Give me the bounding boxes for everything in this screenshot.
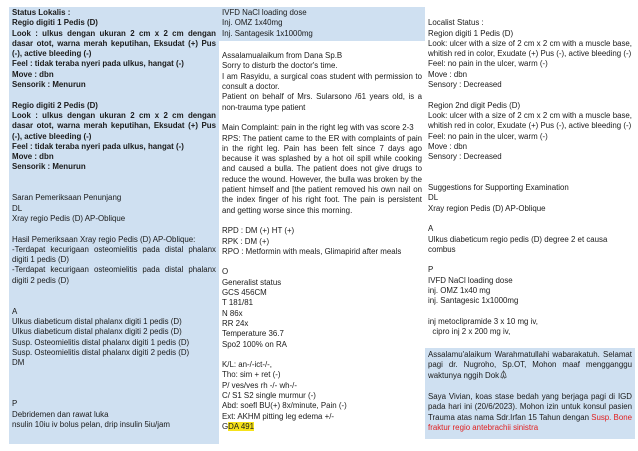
column-english-consult [219,7,425,444]
text-line: RPK : DM (+) [222,236,270,246]
text-line: Sensory : Decreased [428,152,502,162]
text-line: Xray regio Pedis (D) AP-Oblique [12,213,126,223]
text-line: N 86x [222,308,243,318]
text-line: Sorry to disturb the doctor's time. [222,61,338,71]
chat-greeting-text: Assalamu'alaikum Warahmatullahi wabarakatuh. Selamat pagi dr. Nugroho, Sp.OT, Mohon maaf mengganggu waktunya nggih Dok [428,349,635,381]
plan-block [12,399,216,430]
text-line: Feel : tidak teraba nyeri pada ulkus, hangat (-) [12,141,184,151]
text-line: O [222,267,229,277]
column-english-notes [425,7,635,444]
text-line: -Terdapat kecurigaan osteomielitis pada distal phalanx digiti 2 pedis (D) [12,265,219,285]
text-line: inj. Santagesic 1x1000mg [428,296,519,306]
text-line: DL [428,193,439,203]
text-line [428,307,632,317]
text-line: Regio digiti 1 Pedis (D) [12,18,98,28]
text-line: Generalist status [222,277,282,287]
suggestions-block [428,183,632,214]
pray-hands-icon [499,370,508,379]
text-line: Patient on behalf of Mrs. Sularsono /61 years old, is a non-trauma type patient [222,92,425,112]
gda-line [222,422,422,432]
text-line: T 181/81 [222,298,254,308]
text-line: Xray region Pedis (D) AP-Oblique [428,203,546,213]
text-line: Spo2 100% on RA [222,339,287,349]
text-line: IVFD NaCl loading dose [222,8,307,17]
text-line: Move : dbn [12,69,54,79]
text-line: I am Rasyidu, a surgical coas student with permission to consult a doctor. [222,71,425,92]
text-line: Region digiti 1 Pedis (D) [428,28,514,38]
text-line: C/ S1 S2 single murmur (-) [222,390,316,400]
gda-prefix: G [222,421,229,431]
text-line: DM [12,358,25,368]
text-line: Temperature 36.7 [222,329,284,339]
text-line: -Terdapat kecurigaan osteomielitis pada distal phalanx digiti 1 pedis (D) [12,244,219,265]
text-line: Susp. Osteomielitis distal phalanx digiti 2 pedis (D) [12,347,190,357]
text-line: P [12,399,18,409]
text-line: Tho: sim + ret (-) [222,370,281,380]
localist-status-block [428,18,635,162]
chat-consult-text: Saya Vivian, koas stase bedah yang berjaga pagi di IGD pada hari ini (20/6/2023). Mohon izin untuk konsul pasien Trauma atas nama Sdr.Irfan 15 Tahun dengan [428,391,635,422]
text-line: Localist Status : [428,18,484,28]
text-line: Main Complaint: pain in the right leg with vas score 2-3 [222,123,414,133]
text-line: Look: ulcer with a size of 2 cm x 2 cm with a muscle base, whitish red in color, Exudate (+) Pus (-), active bleeding (-) [428,38,635,59]
text-line: Saran Pemeriksaan Penunjang [12,193,122,203]
text-line [12,90,216,100]
text-line: Suggestions for Supporting Examination [428,183,569,193]
text-line: inj. OMZ 1x40 mg [428,286,491,296]
text-line: RPO : Metformin with meals, Glimapirid after meals [222,246,402,256]
gda-highlight: DA 491 [228,421,255,431]
text-line: Look: ulcer with a size of 2 cm x 2 cm with a muscle base, whitish red in color, Exudate (+) Pus (-), active bleeding (-) [428,110,635,131]
assessment-en-block [428,224,632,255]
chat-consult-diagnosis: Susp. Bone fraktur regio antebrachii sinistra [428,412,635,432]
text-line: Sensorik : Menurun [12,162,86,172]
text-line: Sensorik : Menurun [12,80,86,90]
column-indonesian-notes [9,7,219,444]
text-line: Move : dbn [428,141,468,151]
text-line: Move : dbn [428,69,468,79]
plan-en-block [428,265,632,337]
chat-greeting [428,349,635,382]
chat-consult [428,391,635,433]
status-lokalis-block [12,18,219,172]
text-line: IVFD NaCl loading dose [428,275,513,285]
text-line: inj metoclipramide 3 x 10 mg iv, [428,316,538,326]
text-line: Sensory : Decreased [428,80,502,90]
text-line: Assalamualaikum from Dana Sp.B [222,51,343,61]
text-line: Hasil Pemeriksaan Xray regio Pedis (D) AP-Oblique: [12,234,196,244]
physical-exam-block [222,360,422,422]
text-line: A [428,224,434,234]
text-line: GCS 456CM [222,288,267,298]
text-line: RR 24x [222,318,249,328]
text-line: Abd: soefl BU(+) 8x/minute, Pain (-) [222,401,347,411]
medication-block [219,7,425,41]
text-line: Look : ulkus dengan ukuran 2 cm x 2 cm dengan dasar otot, warna merah keputihan, Eksudat (+) Pus (-), active bleeding (-) [12,110,219,141]
text-line: A [12,306,18,316]
text-line: Region 2nd digit Pedis (D) [428,100,521,110]
text-line: Susp. Osteomielitis distal phalanx digiti 1 pedis (D) [12,337,190,347]
assessment-block [12,307,216,369]
text-line: Ulkus diabeticum distal phalanx digiti 2 pedis (D) [12,327,182,337]
text-line: Inj. Santagesik 1x1000mg [222,28,313,38]
text-line: P [428,265,434,275]
saran-pemeriksaan-block [12,193,216,224]
text-line: RPD : DM (+) HT (+) [222,226,295,236]
text-line: Feel: no pain in the ulcer, warm (-) [428,59,548,69]
text-line: Inj. OMZ 1x40mg [222,18,283,28]
text-line: K/L: an-/-ict-/-, [222,360,272,370]
text-line: cipro inj 2 x 200 mg iv, [428,327,511,337]
greeting-block [222,51,425,113]
text-line: P/ ves/ves rh -/- wh-/- [222,380,297,390]
objective-block [222,267,422,349]
complaint-block [222,123,425,216]
text-line: Feel: no pain in the ulcer, warm (-) [428,131,548,141]
chat-message-block [425,348,635,439]
text-line: DL [12,203,23,213]
text-line: Debridemen dan rawat luka [12,409,109,419]
text-line: Feel : tidak teraba nyeri pada ulkus, hangat (-) [12,59,184,69]
status-title: Status Lokalis : [12,8,71,17]
text-line: Look : ulkus dengan ukuran 2 cm x 2 cm dengan dasar otot, warna merah keputihan, Eksudat (+) Pus (-), active bleeding (-) [12,28,219,59]
text-line: Ulkus diabeticum distal phalanx digiti 1 pedis (D) [12,316,182,326]
hasil-xray-block [12,234,219,286]
history-block [222,226,422,257]
text-line: RPS: The patient came to the ER with complaints of pain in the right leg. Pain has been felt since 7 days ago because it was splashed by a hot oil spill while cooking and caused a bulla. The patient does not give drugs to reduce the wound. However, the bulla was broken by the patient himself and [the patient removed his own nail on the index finger of his right foot. The pain is persistent and getting worse since this morning. [222,133,425,215]
text-line: nsulin 10iu iv bolus pelan, drip insulin 5iu/jam [12,419,170,429]
text-line: Ext: AKHM pitting leg edema +/- [222,411,335,421]
text-line: Regio digiti 2 Pedis (D) [12,100,98,110]
text-line: Ulkus diabeticum regio pedis (D) degree 2 et causa combus [428,234,610,254]
text-line: Move : dbn [12,152,54,162]
text-line [428,90,632,100]
